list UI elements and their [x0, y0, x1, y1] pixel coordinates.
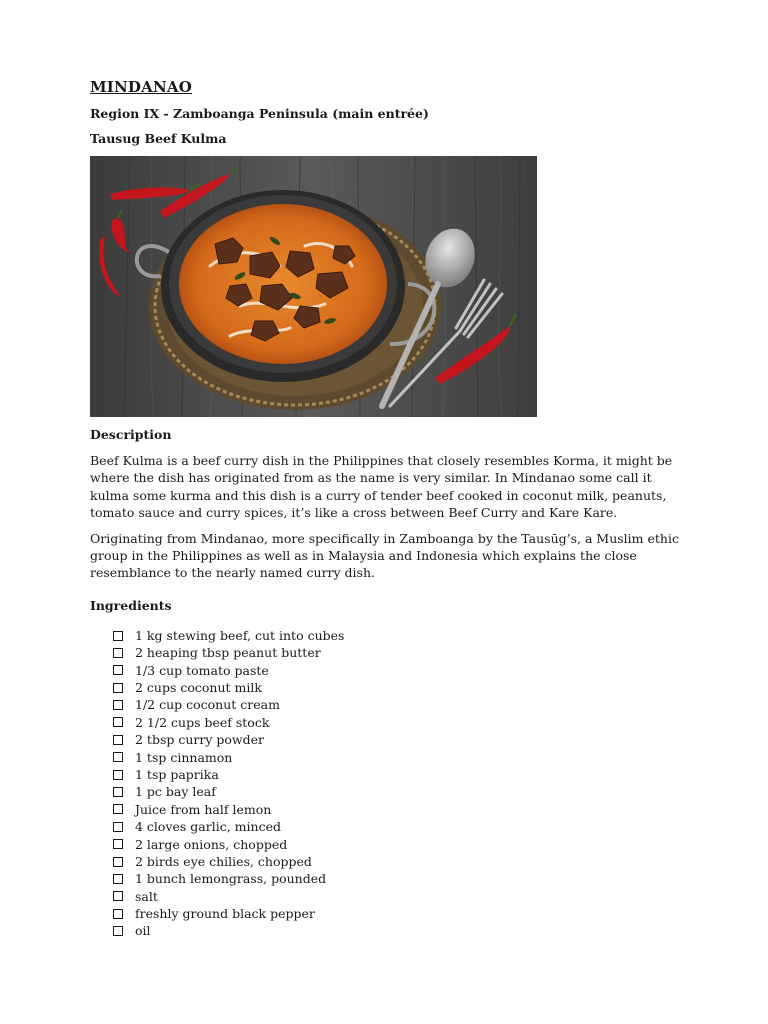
checkbox-icon[interactable] [113, 631, 123, 641]
ingredient-text: 1/2 cup coconut cream [135, 697, 280, 713]
checkbox-icon[interactable] [113, 683, 123, 693]
list-item [113, 644, 690, 661]
document-page [90, 78, 690, 940]
list-item [113, 818, 690, 835]
checkbox-icon[interactable] [113, 700, 123, 710]
list-item [113, 696, 690, 713]
checkbox-icon[interactable] [113, 787, 123, 797]
ingredient-text: 1 tsp paprika [135, 766, 219, 782]
ingredient-text: oil [135, 923, 151, 939]
ingredient-text: 1 kg stewing beef, cut into cubes [135, 627, 345, 643]
list-item [113, 731, 690, 748]
description-title: Description [90, 427, 172, 442]
checkbox-icon[interactable] [113, 752, 123, 762]
list-item [113, 853, 690, 870]
ingredient-text: 2 birds eye chilies, chopped [135, 853, 312, 869]
ingredient-text: 4 cloves garlic, minced [135, 819, 281, 835]
list-item [113, 766, 690, 783]
list-item [113, 888, 690, 905]
page-heading: MINDANAO [90, 78, 192, 96]
list-item [113, 749, 690, 766]
region-line: Region IX - Zamboanga Peninsula (main entrée) [90, 106, 429, 121]
list-item [113, 679, 690, 696]
ingredients-title: Ingredients [90, 597, 172, 613]
ingredient-text: 1 pc bay leaf [135, 784, 216, 800]
checkbox-icon[interactable] [113, 926, 123, 936]
checkbox-icon[interactable] [113, 909, 123, 919]
ingredient-text: 2 cups coconut milk [135, 680, 262, 696]
ingredient-text: 2 heaping tbsp peanut butter [135, 645, 321, 661]
list-item [113, 714, 690, 731]
ingredient-text: salt [135, 888, 158, 904]
checkbox-icon[interactable] [113, 839, 123, 849]
checkbox-icon[interactable] [113, 891, 123, 901]
checkbox-icon[interactable] [113, 874, 123, 884]
checkbox-icon[interactable] [113, 717, 123, 727]
list-item [113, 783, 690, 800]
ingredient-text: 2 tbsp curry powder [135, 732, 264, 748]
ingredient-text: 1/3 cup tomato paste [135, 662, 269, 678]
checkbox-icon[interactable] [113, 770, 123, 780]
description-paragraph-2: Originating from Mindanao, more specifically in Zamboanga by the Tausūg’s, a Muslim ethic group in the Philippines as well as in Malaysia and Indonesia which explains the close resemblance to the nearly named curry dish. [90, 530, 679, 581]
ingredient-text: 2 1/2 cups beef stock [135, 714, 270, 730]
ingredient-text: 1 tsp cinnamon [135, 749, 233, 765]
list-item [113, 662, 690, 679]
list-item [113, 905, 690, 922]
list-item [113, 922, 690, 939]
checkbox-icon[interactable] [113, 665, 123, 675]
list-item [113, 801, 690, 818]
dish-name: Tausug Beef Kulma [90, 131, 227, 146]
checkbox-icon[interactable] [113, 735, 123, 745]
checkbox-icon[interactable] [113, 822, 123, 832]
checkbox-icon[interactable] [113, 857, 123, 867]
list-item [113, 627, 690, 644]
ingredient-text: 2 large onions, chopped [135, 836, 288, 852]
checkbox-icon[interactable] [113, 804, 123, 814]
ingredient-text: freshly ground black pepper [135, 906, 315, 922]
ingredient-text: Juice from half lemon [135, 801, 272, 817]
ingredient-text: 1 bunch lemongrass, pounded [135, 871, 327, 887]
list-item [113, 870, 690, 887]
ingredients-list [90, 627, 690, 940]
list-item [113, 836, 690, 853]
checkbox-icon[interactable] [113, 648, 123, 658]
curry-dish-photo [90, 156, 537, 417]
description-paragraph-1: Beef Kulma is a beef curry dish in the Philippines that closely resembles Korma, it might be where the dish has originated from as the name is very similar. In Mindanao some call it kulma some kurma and this dish is a curry of tender beef cooked in coconut milk, peanuts, tomato sauce and curry spices, it’s like a cross between Beef Curry and Kare Kare. [90, 453, 673, 521]
